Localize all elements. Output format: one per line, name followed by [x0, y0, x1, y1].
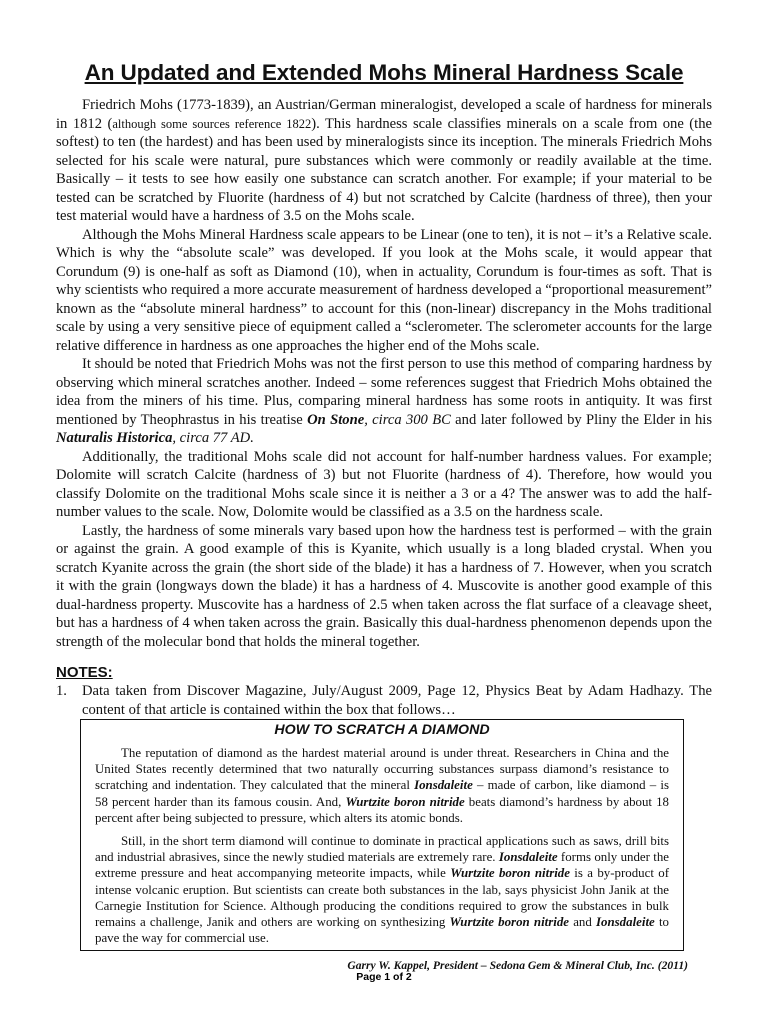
intro-note: although some sources reference 1822: [112, 116, 312, 131]
note-number: 1.: [56, 683, 67, 699]
intro-text-a: Friedrich Mohs (1773-1839), an Austrian/German mineralogist, developed a scale of hardness for minerals in 1812 (: [56, 97, 712, 132]
term-wurtzite-boron-nitride: Wurtzite boron nitride: [345, 794, 465, 809]
author-credit: Garry W. Kappel, President – Sedona Gem & Mineral Club, Inc. (2011): [347, 959, 688, 973]
term-ionsdaleite: Ionsdaleite: [498, 850, 558, 865]
circa-77ad: , circa 77 AD.: [172, 430, 254, 446]
box-p1-text-b: – made of carbon, like diamond – is 58 percent harder than its famous cousin. And,: [95, 778, 669, 809]
term-wurtzite-boron-nitride: Wurtzite boron nitride: [449, 915, 569, 930]
history-text-b: and later followed by Pliny the Elder in his: [450, 411, 713, 428]
box-p1-text-a: The reputation of diamond as the hardest material around is under threat. Researchers in China and the United States recently determined that two naturally occurring substances surpass diamond’s resistance to scratching and indentation. They calculated that the mineral: [95, 746, 669, 793]
box-p1-text-c: beats diamond’s hardness by about 18 percent after being subjected to pressure, which alters its atomic bonds.: [95, 794, 669, 825]
term-ionsdaleite: Ionsdaleite: [414, 778, 473, 793]
box-p2-text-b: forms only under the extreme pressure and heat accompanying meteorite impacts, while: [95, 850, 669, 881]
paragraph-dual-hardness: Lastly, the hardness of some minerals vary based upon how the hardness test is performed – with the grain or against the grain. A good example of this is Kyanite, which usually is a long bladed crystal. When you scratch Kyanite across the grain (the short side of the blade) it has a hardness of 7. However, when you scratch it with the grain (longways down the blade) it has a hardness of 4. Muscovite is another good example of this dual-hardness property. Muscovite has a hardness of 2.5 when taken across the flat surface of a cleavage sheet, but has a hardness of 4 when taken across the grain. Basically this dual-hardness phenomenon depends upon the strength of the molecular bond that holds the mineral together.: [56, 522, 712, 650]
box-p2-text-c: is a by-product of intense volcanic eruption. But scientists can create both substances in the lab, says physicist John Janik at the Carnegie Institution for Science. Although producing the conditions required to grow the substances in bulk remains a challenge, Janik and others are working on synthesizing: [95, 866, 669, 930]
paragraph-intro: [56, 96, 712, 226]
box-p2-text-a: Still, in the short term diamond will continue to dominate in practical applications such as saws, drill bits and industrial abrasives, since the newly studied materials are extremely rare.: [95, 834, 669, 865]
circa-300bc: , circa 300 BC: [364, 411, 451, 428]
work-naturalis-historica: Naturalis Historica: [56, 430, 173, 446]
note-text: Data taken from Discover Magazine, July/August 2009, Page 12, Physics Beat by Adam Hadhazy. The content of that article is contained within the box that follows…: [82, 683, 712, 718]
box-paragraph-1: [95, 745, 669, 826]
intro-text-b: ). This hardness scale classifies minerals on a scale from one (the softest) to ten (the hardest) and has been used by mineralogists since its inception. The minerals Friedrich Mohs selected for his scale were natural, pure substances which were commonly or readily available at the time. Basically – it tests to see how easily one substance can scratch another. For example; if your material to be tested can be scratched by Fluorite (hardness of 4) but not scratched by Calcite (hardness of three), then your test material would have a hardness of 3.5 on the Mohs scale.: [56, 115, 712, 224]
document-page: [56, 58, 712, 973]
box-p2-text-e: to pave the way for commercial use.: [95, 915, 669, 946]
paragraph-history: [56, 355, 712, 448]
history-text-a: It should be noted that Friedrich Mohs was not the first person to use this method of comparing hardness by observing which mineral scratches another. Indeed – some references suggest that Friedrich Mohs obtained the idea from the miners of his time. Plus, comparing mineral hardness has some roots in antiquity. It was first mentioned by Theophrastus in his treatise: [56, 356, 712, 428]
notes-heading: NOTES:: [56, 664, 113, 681]
note-item-1: [56, 682, 712, 719]
document-title: An Updated and Extended Mohs Mineral Hardness Scale: [84, 60, 684, 85]
term-wurtzite-boron-nitride: Wurtzite boron nitride: [450, 866, 570, 881]
term-ionsdaleite: Ionsdaleite: [596, 915, 655, 930]
article-box: [80, 719, 684, 951]
box-paragraph-2: [95, 833, 669, 946]
box-title: HOW TO SCRATCH A DIAMOND: [274, 722, 490, 738]
page-number: Page 1 of 2: [356, 971, 412, 983]
paragraph-relative-scale: Although the Mohs Mineral Hardness scale appears to be Linear (one to ten), it is not – it’s a Relative scale. Which is why the “absolute scale” was developed. If you look at the Mohs scale, it would appear that Corundum (9) is one-half as soft as Diamond (10), when in actuality, Corundum is four-times as soft. That is why scientists who required a more accurate measurement of hardness developed a “proportional measurement” known as the “absolute mineral hardness” to account for this (non-linear) discrepancy in the Mohs traditional scale by using a very sensitive piece of equipment called a “sclerometer. The sclerometer accounts for the large relative difference in hardness as one approaches the higher end of the Mohs scale.: [56, 226, 712, 354]
box-p2-text-d: and: [569, 915, 597, 930]
work-on-stone: On Stone: [307, 411, 365, 428]
paragraph-half-values: Additionally, the traditional Mohs scale did not account for half-number hardness values. For example; Dolomite will scratch Calcite (hardness of 3) but not Fluorite (hardness of 4). Therefore, how would you classify Dolomite on the traditional Mohs scale since it is neither a 3 or a 4? The answer was to add the half-number values to the scale. Now, Dolomite would be classified as a 3.5 on the hardness scale.: [56, 448, 712, 520]
